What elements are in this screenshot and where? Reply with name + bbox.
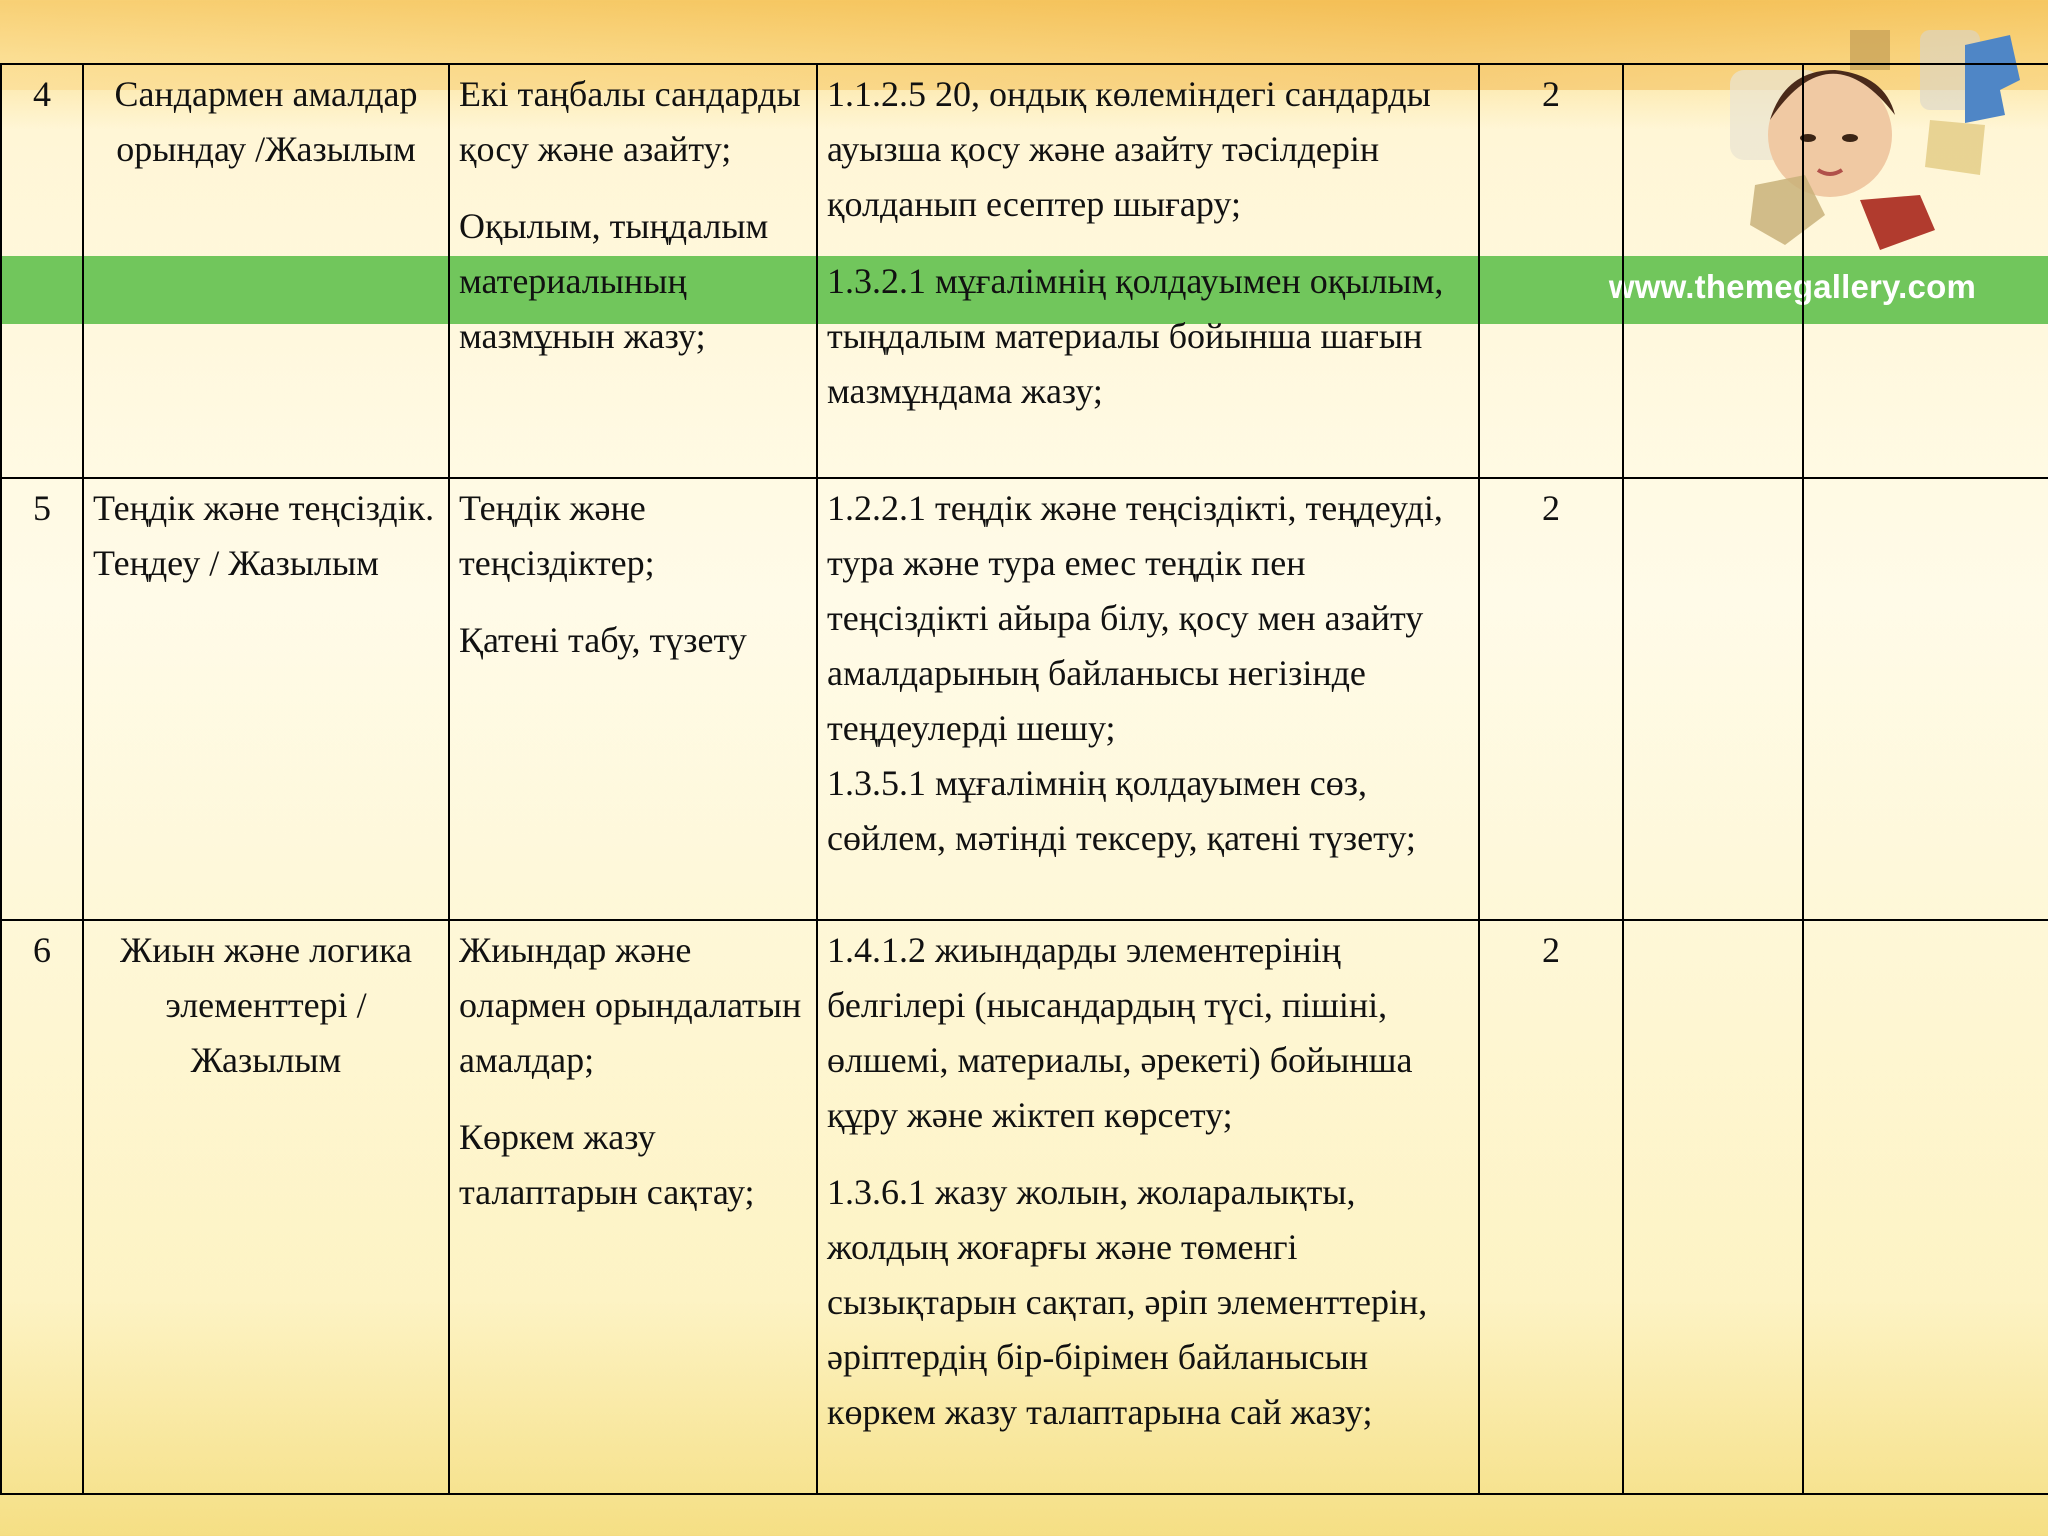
content-cell — [449, 64, 817, 478]
empty-cell — [1803, 64, 2048, 478]
objectives-cell — [817, 64, 1479, 478]
content-item: Жиындар және олармен орындалатын амалдар; — [459, 930, 802, 1080]
hours-cell: 2 — [1479, 64, 1623, 478]
objective-item: 1.1.2.5 20, ондық көлеміндегі сандарды ауызша қосу және азайту тәсілдерін қолданып есептер шығару; — [827, 74, 1431, 224]
empty-cell — [1803, 478, 2048, 920]
topic-cell: Теңдік және теңсіздік. Теңдеу / Жазылым — [83, 478, 449, 920]
hours-cell: 2 — [1479, 478, 1623, 920]
empty-cell — [1803, 920, 2048, 1494]
content-cell — [449, 920, 817, 1494]
row-number: 6 — [1, 920, 83, 1494]
topic-cell: Сандармен амалдар орындау /Жазылым — [83, 64, 449, 478]
table-row — [1, 64, 2048, 478]
table-row — [1, 920, 2048, 1494]
table-row — [1, 478, 2048, 920]
objectives-cell — [817, 920, 1479, 1494]
hours-cell: 2 — [1479, 920, 1623, 1494]
topic-cell: Жиын және логика элементтері /Жазылым — [83, 920, 449, 1494]
content-item: Көркем жазу талаптарын сақтау; — [459, 1117, 755, 1212]
content-cell — [449, 478, 817, 920]
objectives-cell — [817, 478, 1479, 920]
objective-item: 1.2.2.1 теңдік және теңсіздікті, теңдеуді, тура және тура емес теңдік пен теңсіздікті айыра білу, қосу мен азайту амалдарының байланысы негізінде теңдеулерді шешу; — [827, 488, 1443, 748]
content-item: Теңдік және теңсіздіктер; — [459, 488, 655, 583]
empty-cell — [1623, 920, 1803, 1494]
site-watermark: www.themegallery.com — [1608, 268, 1976, 305]
objective-item: 1.4.1.2 жиындарды элементерінің белгілері (нысандардың түсі, пішіні, өлшемі, материалы, әрекеті) бойынша құру және жіктеп көрсету; — [827, 930, 1413, 1135]
content-item: Екі таңбалы сандарды қосу және азайту; — [459, 74, 801, 169]
row-number: 4 — [1, 64, 83, 478]
objective-item: 1.3.2.1 мұғалімнің қолдауымен оқылым, тыңдалым материалы бойынша шағын мазмұндама жазу; — [827, 261, 1444, 411]
content-item: Қатені табу, түзету — [459, 620, 747, 660]
empty-cell — [1623, 478, 1803, 920]
objective-item: 1.3.5.1 мұғалімнің қолдауымен сөз, сөйлем, мәтінді тексеру, қатені түзету; — [827, 763, 1416, 858]
empty-cell — [1623, 64, 1803, 478]
row-number: 5 — [1, 478, 83, 920]
lesson-plan-table — [0, 63, 2048, 1495]
objective-item: 1.3.6.1 жазу жолын, жоларалықты, жолдың жоғарғы және төменгі сызықтарын сақтап, әріп элементтерін, әріптердің бір-бірімен байланысын көркем жазу талаптарына сай жазу; — [827, 1172, 1428, 1432]
content-item: Оқылым, тыңдалым материалының мазмұнын жазу; — [459, 206, 769, 356]
